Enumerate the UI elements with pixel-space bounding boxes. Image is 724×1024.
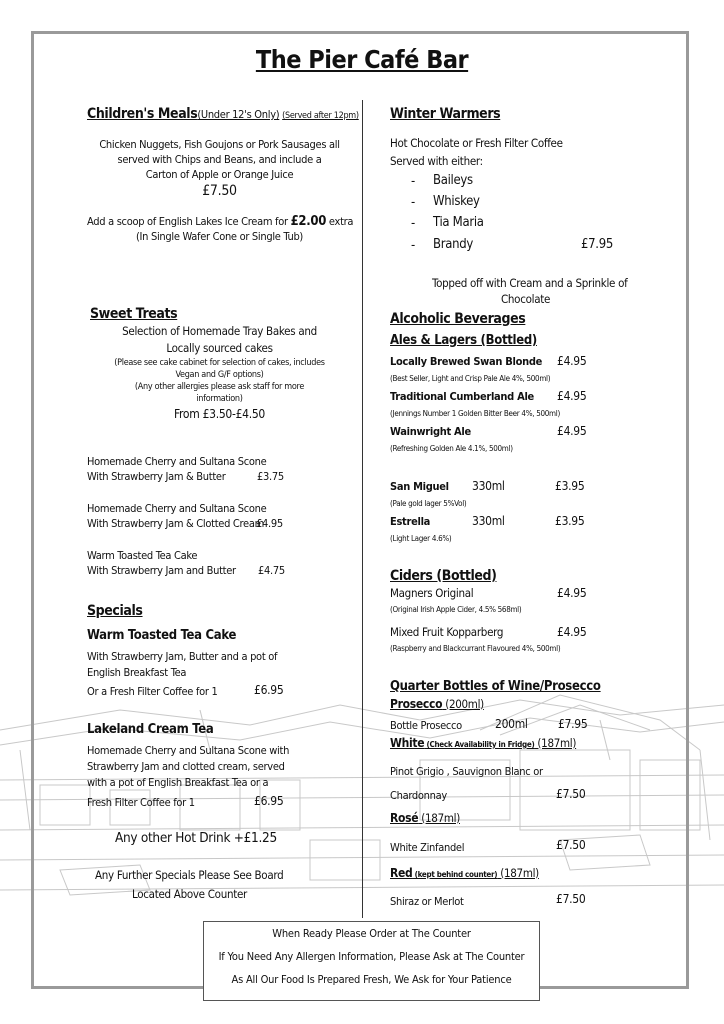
footer-line: If You Need Any Allergen Information, Please Ask at The Counter bbox=[218, 950, 525, 963]
ales-lagers-subheading: Ales & Lagers (Bottled) bbox=[390, 333, 537, 348]
cider-price: £4.95 bbox=[557, 586, 587, 600]
lager-note: (Pale gold lager 5%Vol) bbox=[390, 499, 467, 508]
ale-name: Locally Brewed Swan Blonde bbox=[390, 355, 543, 368]
option-dash: - bbox=[411, 216, 415, 231]
alcoholic-beverages-section bbox=[390, 310, 680, 555]
prosecco-heading: Prosecco bbox=[390, 697, 443, 711]
red-subheading bbox=[390, 866, 539, 882]
teacake-desc-line: Or a Fresh Filter Coffee for 1 bbox=[87, 685, 218, 698]
ciders-heading: Ciders (Bottled) bbox=[390, 568, 497, 584]
ale-note: (Refreshing Golden Ale 4.1%, 500ml) bbox=[390, 444, 513, 453]
white-wine-price: £7.50 bbox=[556, 787, 586, 801]
winter-warmers-section bbox=[390, 105, 680, 315]
menu-item-line: Homemade Cherry and Sultana Scone bbox=[87, 455, 267, 468]
specials-heading: Specials bbox=[87, 603, 143, 619]
teacake-desc-line: With Strawberry Jam, Butter and a pot of bbox=[87, 650, 278, 663]
cider-name: Mixed Fruit Kopparberg bbox=[390, 625, 504, 639]
childrens-meals-price: £7.50 bbox=[202, 183, 237, 199]
winter-warmers-price: £7.95 bbox=[581, 237, 613, 252]
lager-name: San Miguel bbox=[390, 480, 449, 493]
warmer-option: Whiskey bbox=[433, 194, 480, 209]
menu-item-price: £4.95 bbox=[256, 517, 283, 530]
childrens-desc-line: served with Chips and Beans, and include a bbox=[117, 153, 322, 166]
rose-wine-price: £7.50 bbox=[556, 838, 586, 852]
cider-note: (Raspberry and Blackcurrant Flavoured 4%, 500ml) bbox=[390, 644, 561, 653]
sweet-note-line: (Please see cake cabinet for selection of cakes, includes bbox=[114, 358, 325, 368]
red-note: (kept behind counter) bbox=[412, 870, 498, 879]
winter-desc-line: Hot Chocolate or Fresh Filter Coffee bbox=[390, 136, 563, 150]
childrens-meals-age-note: (Under 12's Only) bbox=[197, 108, 280, 121]
rose-subheading bbox=[390, 811, 460, 826]
cream-tea-price: £6.95 bbox=[254, 794, 284, 808]
white-wine-line: Chardonnay bbox=[390, 789, 447, 802]
lager-size: 330ml bbox=[472, 514, 505, 528]
cream-tea-desc-line: Homemade Cherry and Sultana Scone with bbox=[87, 744, 290, 757]
teacake-special-title: Warm Toasted Tea Cake bbox=[87, 628, 237, 643]
cider-note: (Original Irish Apple Cider, 4.5% 568ml) bbox=[390, 605, 522, 614]
menu-item-price: £4.75 bbox=[258, 564, 285, 577]
footer-line: When Ready Please Order at The Counter bbox=[272, 927, 471, 940]
sweet-desc-line: Locally sourced cakes bbox=[166, 341, 273, 355]
menu-item-line: With Strawberry Jam & Butter bbox=[87, 470, 226, 483]
rose-heading: Rosé bbox=[390, 811, 419, 825]
menu-item-line: Homemade Cherry and Sultana Scone bbox=[87, 502, 267, 515]
ale-price: £4.95 bbox=[557, 424, 587, 438]
ale-price: £4.95 bbox=[557, 354, 587, 368]
scone-items bbox=[87, 454, 352, 584]
childrens-meals-served-note: (Served after 12pm) bbox=[282, 111, 359, 121]
option-dash: - bbox=[411, 238, 415, 253]
wine-section bbox=[390, 678, 680, 913]
red-wine-name: Shiraz or Merlot bbox=[390, 895, 464, 908]
option-dash: - bbox=[411, 195, 415, 210]
specials-board-location: Located Above Counter bbox=[132, 887, 247, 901]
white-heading: White bbox=[390, 736, 425, 750]
cream-tea-desc-line: with a pot of English Breakfast Tea or a bbox=[87, 776, 269, 789]
hot-drink-addon: Any other Hot Drink +£1.25 bbox=[115, 830, 277, 846]
column-divider bbox=[362, 100, 363, 918]
cream-tea-title: Lakeland Cream Tea bbox=[87, 722, 214, 737]
wine-heading: Quarter Bottles of Wine/Prosecco bbox=[390, 679, 601, 694]
rose-wine-name: White Zinfandel bbox=[390, 841, 465, 854]
white-wine-line: Pinot Grigio , Sauvignon Blanc or bbox=[390, 765, 543, 778]
childrens-desc-line: Chicken Nuggets, Fish Goujons or Pork Sausages all bbox=[99, 138, 340, 151]
cream-tea-desc-line: Fresh Filter Coffee for 1 bbox=[87, 796, 195, 809]
prosecco-price: £7.95 bbox=[558, 717, 588, 731]
menu-item-line: Warm Toasted Tea Cake bbox=[87, 549, 198, 562]
childrens-meals-desc bbox=[87, 137, 352, 200]
sweet-treats-heading: Sweet Treats bbox=[90, 306, 178, 322]
menu-item-price: £3.75 bbox=[257, 470, 284, 483]
teacake-special-price: £6.95 bbox=[254, 683, 284, 697]
white-note: (Check Availability in Fridge) bbox=[424, 740, 535, 749]
sweet-treats-desc bbox=[87, 323, 352, 357]
alcoholic-beverages-heading: Alcoholic Beverages bbox=[390, 311, 526, 327]
option-dash: - bbox=[411, 174, 415, 189]
lager-price: £3.95 bbox=[555, 514, 585, 528]
ale-note: (Best Seller, Light and Crisp Pale Ale 4%, 500ml) bbox=[390, 374, 551, 383]
white-subheading bbox=[390, 736, 576, 752]
warmer-option: Baileys bbox=[433, 173, 473, 188]
ice-cream-text: Add a scoop of English Lakes Ice Cream for bbox=[87, 215, 291, 228]
prosecco-subheading bbox=[390, 697, 484, 712]
childrens-meals-heading: Children's Meals bbox=[87, 106, 198, 122]
cream-tea-desc-line: Strawberry Jam and clotted cream, served bbox=[87, 760, 285, 773]
footer-line: As All Our Food Is Prepared Fresh, We Ask for Your Patience bbox=[231, 973, 512, 986]
menu-item-line: With Strawberry Jam and Butter bbox=[87, 564, 236, 577]
childrens-meals-section bbox=[87, 105, 359, 244]
red-heading: Red bbox=[390, 866, 413, 880]
sweet-note-line: Vegan and G/F options) bbox=[175, 370, 264, 380]
ale-note: (Jennings Number 1 Golden Bitter Beer 4%, 500ml) bbox=[390, 409, 560, 418]
sweet-note-line: (Any other allergies please ask staff for more bbox=[134, 382, 305, 392]
ice-cream-extra: extra bbox=[326, 215, 354, 228]
menu-item-line: With Strawberry Jam & Clotted Cream bbox=[87, 517, 264, 530]
sweet-note-line: information) bbox=[196, 394, 243, 404]
red-wine-price: £7.50 bbox=[556, 892, 586, 906]
cider-name: Magners Original bbox=[390, 586, 474, 600]
specials-board-note: Any Further Specials Please See Board bbox=[95, 868, 284, 882]
prosecco-name: Bottle Prosecco bbox=[390, 719, 462, 732]
specials-section bbox=[87, 602, 352, 912]
lager-note: (Light Lager 4.6%) bbox=[390, 534, 452, 543]
lager-size: 330ml bbox=[472, 479, 505, 493]
white-size: (187ml) bbox=[534, 736, 577, 750]
topped-line: Topped off with Cream and a Sprinkle of bbox=[432, 276, 628, 290]
ice-cream-note: (In Single Wafer Cone or Single Tub) bbox=[136, 230, 303, 243]
sweet-desc-line: Selection of Homemade Tray Bakes and bbox=[122, 324, 317, 338]
ale-name: Wainwright Ale bbox=[390, 425, 471, 438]
topped-line: Chocolate bbox=[501, 292, 551, 306]
prosecco-ml: 200ml bbox=[495, 717, 528, 731]
winter-warmers-heading: Winter Warmers bbox=[390, 106, 501, 122]
winter-desc-line: Served with either: bbox=[390, 154, 483, 168]
childrens-desc-line: Carton of Apple or Orange Juice bbox=[145, 168, 294, 181]
warmer-option: Tia Maria bbox=[433, 215, 484, 230]
ice-cream-addon bbox=[87, 214, 352, 229]
cider-price: £4.95 bbox=[557, 625, 587, 639]
ice-cream-price: £2.00 bbox=[290, 214, 327, 229]
sweet-treats-section bbox=[87, 305, 352, 423]
teacake-desc-line: English Breakfast Tea bbox=[87, 666, 187, 679]
ale-price: £4.95 bbox=[557, 389, 587, 403]
lager-price: £3.95 bbox=[555, 479, 585, 493]
prosecco-size-label: (200ml) bbox=[442, 697, 484, 711]
rose-size: (187ml) bbox=[418, 811, 460, 825]
page-title: The Pier Café Bar bbox=[255, 45, 469, 74]
footer-notice bbox=[203, 921, 540, 1001]
red-size: (187ml) bbox=[497, 866, 539, 880]
lager-name: Estrella bbox=[390, 515, 431, 528]
sweet-treats-price: From £3.50-£4.50 bbox=[174, 407, 265, 421]
ciders-section bbox=[390, 567, 680, 657]
ale-name: Traditional Cumberland Ale bbox=[390, 390, 534, 403]
sweet-treats-notes bbox=[87, 357, 352, 405]
warmer-option: Brandy bbox=[433, 237, 473, 252]
